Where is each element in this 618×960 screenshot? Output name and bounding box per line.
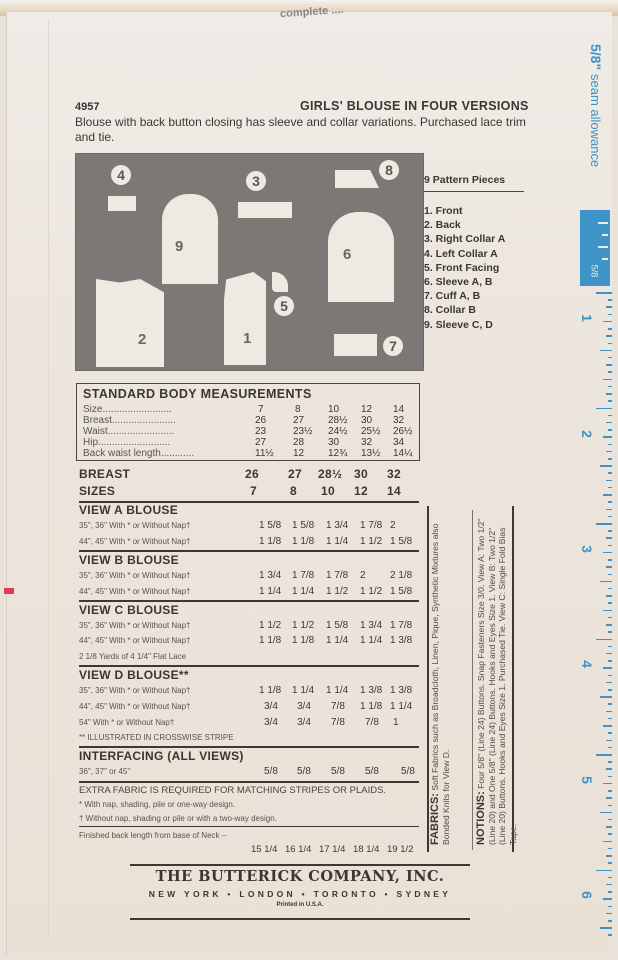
piece-label-9: 9 [175,238,184,255]
ruler-tick [608,732,612,734]
extra-fabric-note: EXTRA FABRIC IS REQUIRED FOR MATCHING STRIPES OR PLAIDS. [79,785,387,796]
piece-badge-5: 5 [274,296,294,316]
view-b-title: VIEW B BLOUSE [79,553,179,567]
divider [79,746,419,748]
ruler-tick [608,862,612,864]
interfacing-title: INTERFACING (ALL VIEWS) [79,749,244,763]
breast-value: 27 [288,467,302,481]
seam-allowance-label: 5/8" seam allowance [588,44,604,168]
divider [79,826,419,827]
pattern-description: Blouse with back button closing has sleeve and collar variations. Purchased lace trim and tie. [75,115,526,144]
inch-mark-3: 3 [578,545,595,553]
ruler-tick [608,790,612,792]
torn-text: complete .... [279,3,344,21]
ruler-tick [603,667,612,669]
ruler-tick [608,386,612,388]
pattern-pieces-title: 9 Pattern Pieces [424,174,524,192]
inch-mark-6: 6 [578,891,595,899]
ruler-tick [606,393,612,395]
ruler-tick [608,646,612,648]
view-d-note: ** ILLUSTRATED IN CROSSWISE STRIPE [79,733,234,742]
ruler-tick [606,884,612,886]
yardage-row: 44", 45" With * or Without Nap† 3/4 3/4 7/8 1 1/8 1 1/4 [79,701,413,712]
ruler-tick [608,833,612,835]
pattern-title: GIRLS' BLOUSE IN FOUR VERSIONS [300,99,529,113]
ruler-tick [603,610,612,612]
ruler-tick [596,523,612,525]
divider [79,550,419,552]
piece-badge-8: 8 [379,160,399,180]
size-value: 10 [321,484,335,498]
ruler-tick [608,588,612,590]
ruler-tick [608,487,612,489]
ruler-tick [606,451,612,453]
company-name: THE BUTTERICK COMPANY, INC. [155,868,445,885]
ruler-tick [606,364,612,366]
ruler-tick [608,444,612,446]
piece-label-6: 6 [343,246,352,263]
ruler-tick [608,602,612,604]
ruler-tick [606,826,612,828]
breast-value: 28½ [318,467,343,481]
ruler-tick [606,306,612,308]
ruler-tick [600,696,612,698]
ruler-tick [608,545,612,547]
piece-item: 8. Collar B [424,304,476,317]
ruler-tick [603,552,612,554]
notions-text: Four 5/8" (Line 24) Buttons. Snap Fasteners Size 3/0. View A: Two 1/2" (Line 20) and One 5/8" (Line 24) Buttons. Hooks and Eyes Size 1. View B: Two 1/2" (Line 20) Buttons. Hooks and Eyes Size 1. Purchased Tie. View C: Single Fold Bias Tape. [476,518,518,845]
size-value: 14 [387,484,401,498]
view-c-note: 2 1/8 Yards of 4 1/4" Flat Lace [79,652,187,661]
ruler-tick [608,703,612,705]
piece-item: 6. Sleeve A, B [424,276,493,289]
breast-value: 32 [387,467,401,481]
piece-item: 4. Left Collar A [424,247,498,260]
ruler-tick [603,494,612,496]
ruler-tick [596,292,612,294]
divider [79,665,419,667]
ruler-tick [606,509,612,511]
ruler-tick [608,343,612,345]
ruler-tick [606,537,612,539]
ruler-tick [608,805,612,807]
ruler-tick [606,740,612,742]
breast-value: 30 [354,467,368,481]
ruler-tick [596,870,612,872]
divider [79,781,419,783]
piece-label-2: 2 [138,331,147,348]
size-value: 7 [250,484,257,498]
ruler-tick [608,891,612,893]
footer-rule-bottom [130,918,470,920]
red-mark [4,588,14,594]
sbm-title: STANDARD BODY MEASUREMENTS [83,387,312,401]
ruler-tick [606,595,612,597]
ruler-tick [596,639,612,641]
ruler-tick [608,458,612,460]
ruler-tick [606,711,612,713]
ruler-tick [608,299,612,301]
ruler-tick [600,465,612,467]
ruler-tick [600,812,612,814]
piece-sleeve-ab [328,212,394,302]
ruler-tick [608,920,612,922]
ruler-tick [606,335,612,337]
ruler-tick [603,898,612,900]
ruler-tick [603,725,612,727]
ruler-tick [603,321,612,323]
ruler-tick [608,559,612,561]
standard-body-measurements-table: STANDARD BODY MEASUREMENTS Size......................... 7 8 10 12 14 Breast....................... 26 27 28½ 30 32 Waist........................ 23 23½ 24½ 25½ 26½ Hip.......................... 27 28 30 32 34 Back waist length............ 11½ 12 12¾ 13½ 14¼ [76,383,420,461]
yardage-row: 54" With * or Without Nap† 3/4 3/4 7/8 7/8 1 [79,717,399,728]
ruler-tick [608,819,612,821]
ruler-tick [596,408,612,410]
ruler-tick [606,422,612,424]
yardage-row: 44", 45" With * or Without Nap† 1 1/8 1 1/8 1 1/4 1 1/2 1 5/8 [79,536,413,547]
ruler-tick [600,350,612,352]
ruler-tick [606,624,612,626]
ruler-tick [608,516,612,518]
ruler-tick [608,761,612,763]
ruler-tick [606,855,612,857]
yardage-row: 44", 45" With * or Without Nap† 1 1/4 1 1/4 1 1/2 1 1/2 1 5/8 [79,586,413,597]
ruler-tick [608,617,612,619]
piece-back [96,279,164,367]
ruler-tick [608,530,612,532]
ruler-tick [608,906,612,908]
yardage-row: 35", 36" With * or Without Nap† 1 1/2 1 1/2 1 5/8 1 3/4 1 7/8 [79,620,413,631]
piece-label-1: 1 [243,330,252,347]
ruler-tick [606,797,612,799]
inch-mark-5: 5 [578,776,595,784]
divider [79,600,419,602]
ruler-tick [606,768,612,770]
ruler-tick [606,653,612,655]
piece-item: 5. Front Facing [424,261,500,274]
breast-label: BREAST [79,467,131,481]
notions-label: NOTIONS: [475,791,487,845]
piece-right-collar-a [238,202,292,218]
ruler-tick [606,566,612,568]
fabrics-text: Soft Fabrics such as Broadcloth, Linen, Pique, Synthetic Mixtures also Bonded Knits for View D. [430,523,451,845]
seam-allowance-box [580,210,610,286]
fabrics-label: FABRICS: [429,793,441,845]
ruler-tick [603,379,612,381]
inch-mark-4: 4 [578,660,595,668]
yardage-row: 44", 45" With * or Without Nap† 1 1/8 1 1/8 1 1/4 1 1/4 1 3/8 [79,635,413,646]
company-cities: NEW YORK • LONDON • TORONTO • SYDNEY [148,889,452,899]
size-value: 12 [354,484,368,498]
yardage-row: 35", 36" With * or Without Nap† 1 1/8 1 1/4 1 1/4 1 3/8 1 3/8 [79,685,413,696]
fold-line [48,20,49,940]
ruler-tick [603,783,612,785]
nap-note: * With nap, shading, pile or one-way design. [79,800,236,809]
piece-left-collar-a [108,196,136,211]
ruler-tick [608,934,612,936]
notions-block [476,510,556,845]
view-d-title: VIEW D BLOUSE** [79,668,189,682]
piece-item: 3. Right Collar A [424,233,506,246]
without-nap-note: † Without nap, shading or pile or with a two-way design. [79,814,277,823]
sizes-label: SIZES [79,484,116,498]
ruler-tick [608,472,612,474]
ruler-tick [606,480,612,482]
pattern-pieces-diagram [75,153,424,371]
yardage-row: 35", 36" With * or Without Nap† 1 5/8 1 5/8 1 3/4 1 7/8 2 [79,520,396,531]
ruler-tick [608,501,612,503]
ruler-tick [608,877,612,879]
piece-badge-3: 3 [246,171,266,191]
ruler-tick [603,436,612,438]
ruler-tick [608,776,612,778]
interfacing-row: 36", 37" or 45" 5/8 5/8 5/8 5/8 5/8 [79,766,415,777]
piece-badge-4: 4 [111,165,131,185]
footer-rule-top [130,864,470,866]
view-a-title: VIEW A BLOUSE [79,503,179,517]
ruler-tick [608,574,612,576]
ruler-tick [608,747,612,749]
back-length-row: 15 1/4 16 1/4 17 1/4 18 1/4 19 1/2 [251,844,414,855]
printed-in: Printed in U.S.A. [276,902,324,908]
yardage-row: 35", 36" With * or Without Nap† 1 3/4 1 7/8 1 7/8 2 2 1/8 [79,570,413,581]
piece-badge-7: 7 [383,336,403,356]
seam-box-label: 5/8 [589,264,600,278]
ruler-tick [608,371,612,373]
piece-front-facing [272,272,288,292]
ruler-tick [608,415,612,417]
piece-item: 2. Back [424,219,461,232]
ruler-tick [608,429,612,431]
size-value: 8 [290,484,297,498]
inch-mark-2: 2 [578,430,595,438]
breast-value: 26 [245,467,259,481]
ruler-tick [608,660,612,662]
ruler-tick [606,913,612,915]
ruler-tick [600,581,612,583]
piece-collar-b [335,170,379,188]
pattern-number: 4957 [75,101,100,113]
pattern-pieces-list [424,174,524,332]
piece-cuff-ab [334,334,377,356]
ruler-tick [600,927,612,929]
view-c-title: VIEW C BLOUSE [79,603,179,617]
ruler-tick [608,357,612,359]
ruler-tick [608,328,612,330]
piece-front [224,272,266,365]
piece-item: 9. Sleeve C, D [424,318,493,331]
back-length-label: Finished back length from base of Neck – [79,831,227,840]
ruler-tick [608,631,612,633]
ruler-tick [596,754,612,756]
piece-sleeve-cd [162,194,218,284]
ruler-tick [608,400,612,402]
ruler-tick [603,841,612,843]
piece-item: 7. Cuff A, B [424,290,481,303]
ruler-tick [608,689,612,691]
ruler-tick [608,314,612,316]
piece-item: 1. Front [424,205,463,217]
ruler-tick [608,675,612,677]
ruler-tick [608,718,612,720]
inch-mark-1: 1 [578,314,595,322]
ruler-tick [608,848,612,850]
ruler-tick [606,682,612,684]
